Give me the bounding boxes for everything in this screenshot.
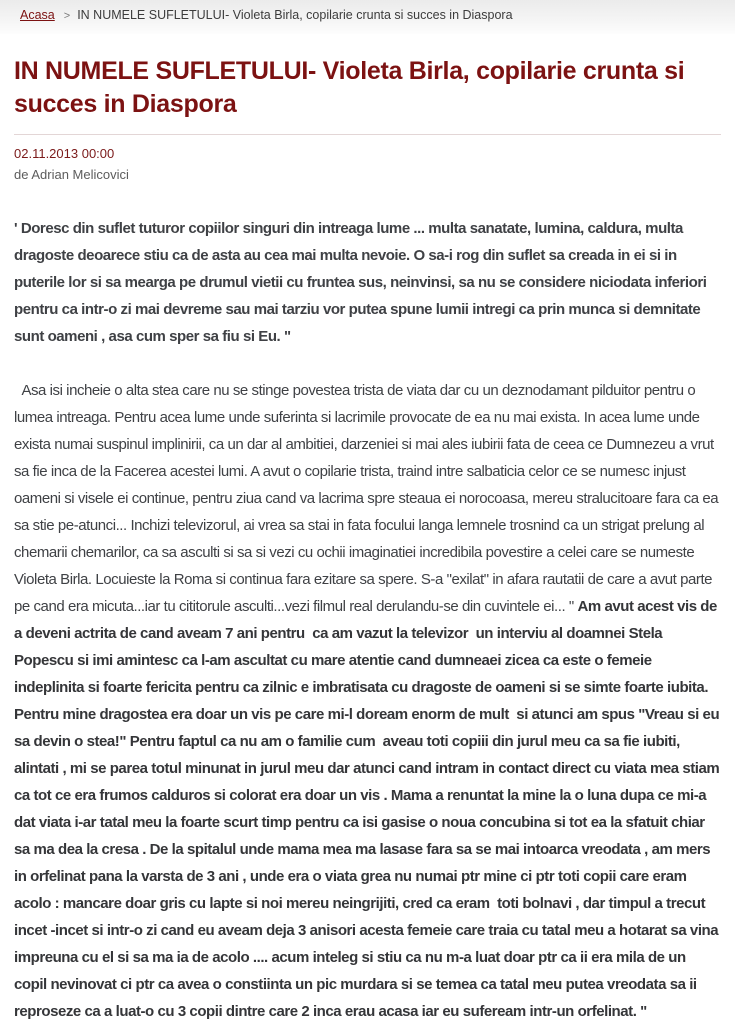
breadcrumb xyxy=(0,0,735,34)
page-title: IN NUMELE SUFLETULUI- Violeta Birla, copilarie crunta si succes in Diaspora xyxy=(14,57,685,118)
breadcrumb-current: IN NUMELE SUFLETULUI- Violeta Birla, copilarie crunta si succes in Diaspora xyxy=(77,8,513,22)
article-text-bold-quote: Am avut acest vis de a deveni actrita de cand aveam 7 ani pentru ca am vazut la televizor un interviu al doamnei Stela Popescu si imi amintesc ca l-am ascultat cu mare atentie cand dumneaei zicea ca este o femeie indeplinita si foarte fericita pentru ca zilnic e imbratisata cu dragoste de oameni si se simte foarte iubita. Pentru mine dragostea era doar un vis pe care mi-l doream enorm de mult si atunci am spus "Vreau si eu sa devin o stea!" Pentru faptul ca nu am o familie cum aveau toti copiii din jurul meu ca sa fie iubiti, alintati , mi se parea totul minunat in jurul meu dar atunci cand intram in contact direct cu viata mea stiam ca tot ce era frumos calduros si colorat era doar un vis . Mama a renuntat la mine la o luna dupa ce mi-a dat viata i-ar tatal meu la foarte scurt timp pentru ca isi gasise o noua concubina si tot ea la sfatuit chiar sa ma dea la cresa . De la spitalul unde mama mea ma lasase fara sa se mai intoarca vreodata , am mers in orfelinat pana la varsta de 3 ani , unde era o viata grea nu numai ptr mine ci ptr toti copii care eram acolo : mancare doar gris cu lapte si noi mereu neingrijiti, cred ca eram toti bolnavi , dar timpul a trecut incet -incet si intr-o zi cand eu aveam deja 3 anisori acesta femeie care traia cu tatal meu a hotarat sa vina impreuna cu el si sa ma ia de acolo .... acum inteleg si stiu ca nu m-a luat doar ptr ca ii era mila de un copil nevinovat ci ptr ca avea o constiinta un pic murdara si se temea ca tatal meu putea vreodata sa ii reproseze ca a luat-o cu 3 copii dintre care 2 inca erau acasa iar eu sufeream intr-un orfelinat. " xyxy=(14,598,724,1020)
article-intro-quote: ' Doresc din suflet tuturor copiilor singuri din intreaga lume ... multa sanatate, lumina, caldura, multa dragoste deoarece stiu ca de asta au cea mai multa nevoie. O sa-i rog din suflet sa creada in ei si in puterile lor si sa mearga pe drumul vietii cu fruntea sus, neinvinsi, sa nu se considere niciodata inferiori pentru ca intr-o zi mai devreme sau mai tarziu vor putea spune lumii intregi ca prin munca si demnitate sunt oameni , asa cum sper sa fiu si Eu. " xyxy=(14,220,711,345)
article-text-regular: Asa isi incheie o alta stea care nu se stinge povestea trista de viata dar cu un deznodamant pilduitor pentru o lumea intreaga. Pentru acea lume unde suferinta si lacrimile provocate de ea nu mai exista. In acea lume unde exista numai suspinul implinirii, ca un dar al ambitiei, darzeniei si mai ales iubirii fata de ceea ce Dumnezeu a vrut sa fie inca de la Facerea acestei lumi. A avut o copilarie trista, traind intre salbaticia celor ce se numesc injust oameni si visele ei continue, pentru ziua cand va lacrima spre steaua ei norocoasa, mereu stralucitoare fara ca ea sa stie pe-atunci... Inchizi televizorul, ai vrea sa stai in fata focului langa lemnele trosnind ca un strigat prelung al chemarii chemarilor, ca sa asculti si sa si vezi cu ochii imaginatiei incredibila povestire a celei care se numeste Violeta Birla. Locuieste la Roma si continua fara ezitare sa spere. S-a "exilat" in afara rautatii de care a avut parte pe cand era micuta...iar tu cititorule asculti...vezi filmul real derulandu-se din cuvintele ei... " xyxy=(14,382,722,615)
title-divider xyxy=(14,134,721,135)
breadcrumb-separator-icon: > xyxy=(63,10,71,22)
article-main-paragraph xyxy=(14,377,724,1025)
article-content xyxy=(0,55,735,1025)
article-body xyxy=(14,215,724,1025)
breadcrumb-home-link[interactable]: Acasa xyxy=(20,8,55,22)
article-date: 02.11.2013 00:00 xyxy=(14,146,115,161)
article-author: de Adrian Melicovici xyxy=(14,167,129,182)
